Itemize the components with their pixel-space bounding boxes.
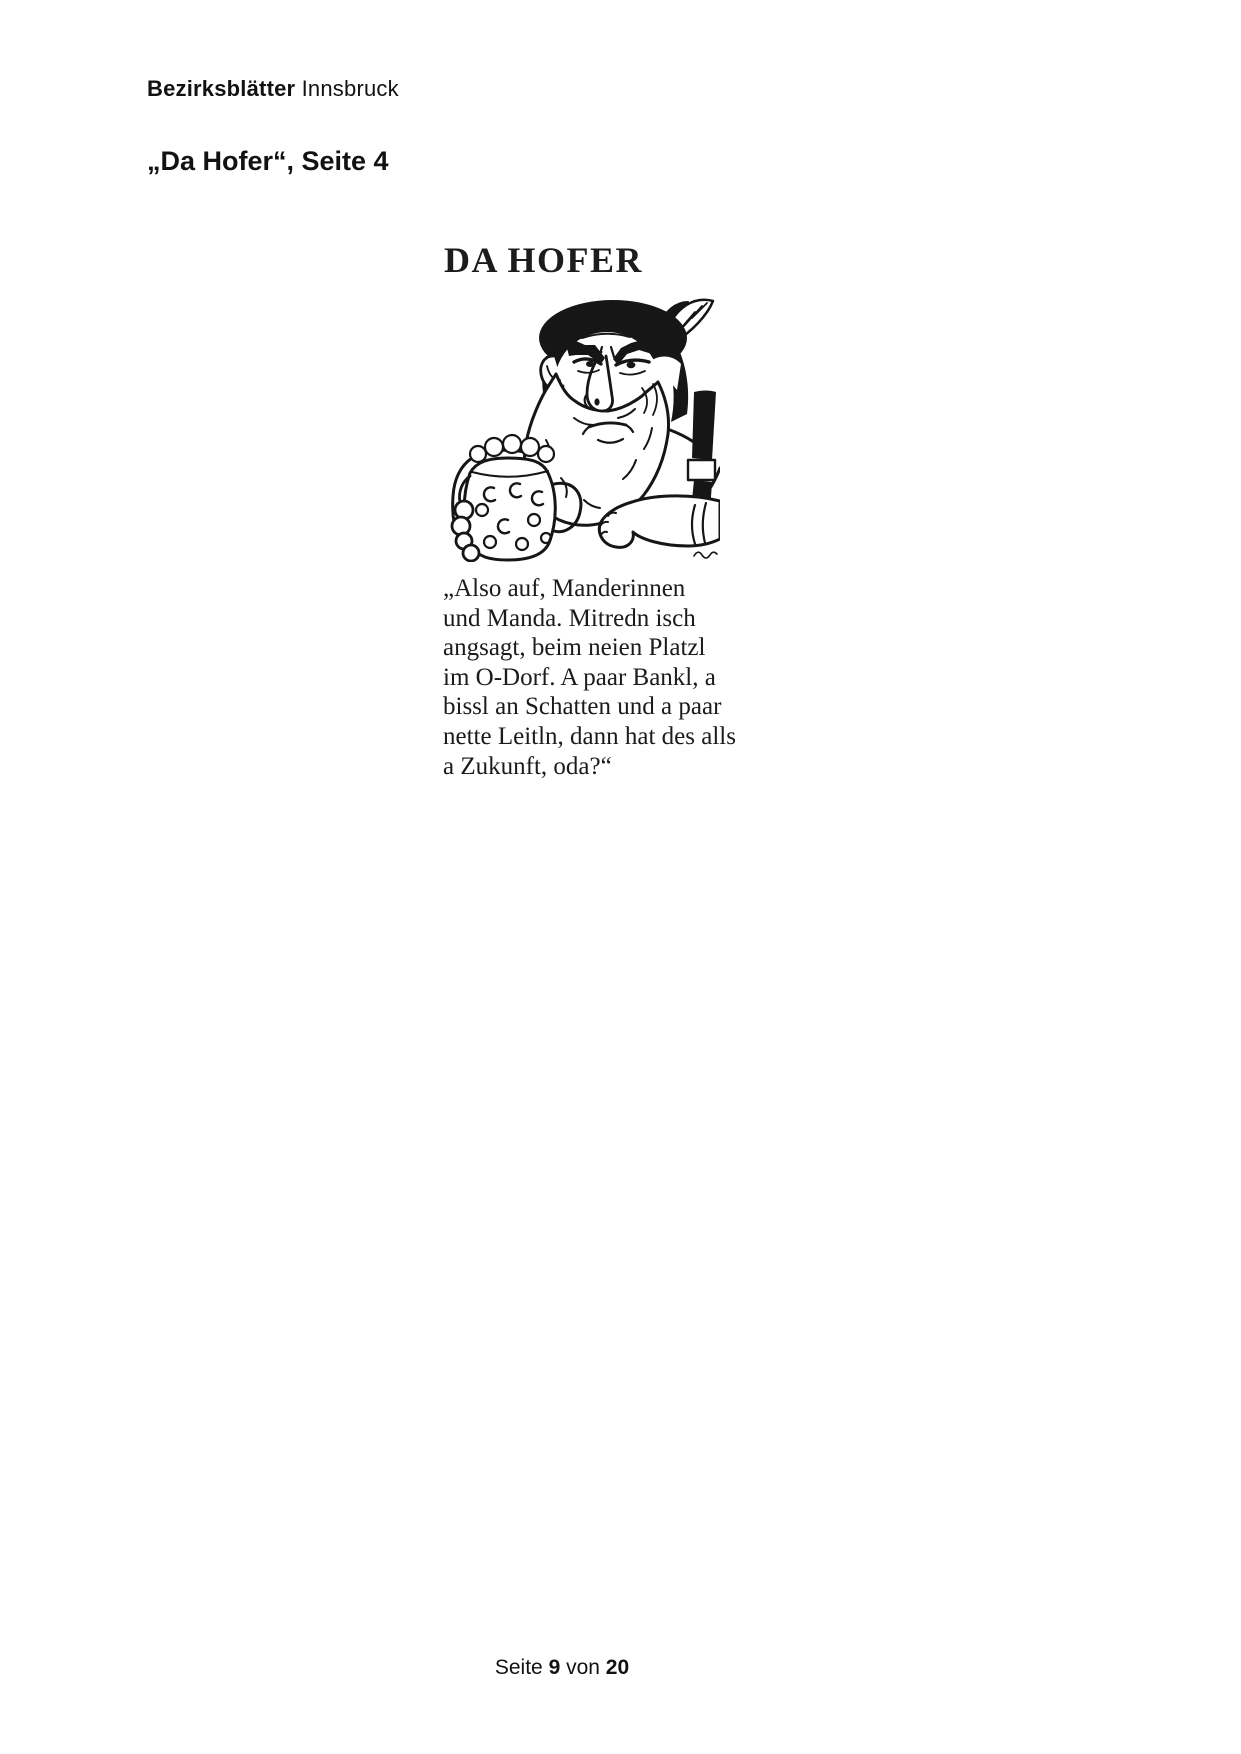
clipping-headline: DA HOFER: [444, 240, 644, 280]
publication-name: Bezirksblätter: [147, 76, 296, 101]
da-hofer-cartoon-illustration: [450, 298, 720, 562]
footer-total-pages: 20: [605, 1656, 630, 1679]
quote-line: „Also auf, Manderinnen: [443, 575, 686, 602]
edition-name: Innsbruck: [301, 76, 399, 101]
quote-line: bissl an Schatten und a paar: [443, 693, 722, 721]
footer-current-page: 9: [548, 1656, 561, 1679]
page-footer: [495, 1656, 629, 1680]
quote-line: angsagt, beim neien Platzl: [443, 634, 706, 662]
footer-of-label: von: [566, 1656, 600, 1679]
signature-squiggle: [694, 552, 717, 558]
quote-line: im O-Dorf. A paar Bankl, a: [443, 663, 716, 691]
document-header: [147, 76, 399, 102]
section-title: „Da Hofer“, Seite 4: [147, 146, 389, 176]
quote-line: a Zukunft, oda?“: [443, 752, 612, 780]
clipping-quote: [443, 574, 736, 781]
quote-line: nette Leitln, dann hat des alls: [443, 722, 736, 750]
footer-label: Seite: [494, 1656, 543, 1679]
quote-line: und Manda. Mitredn isch: [443, 604, 696, 632]
